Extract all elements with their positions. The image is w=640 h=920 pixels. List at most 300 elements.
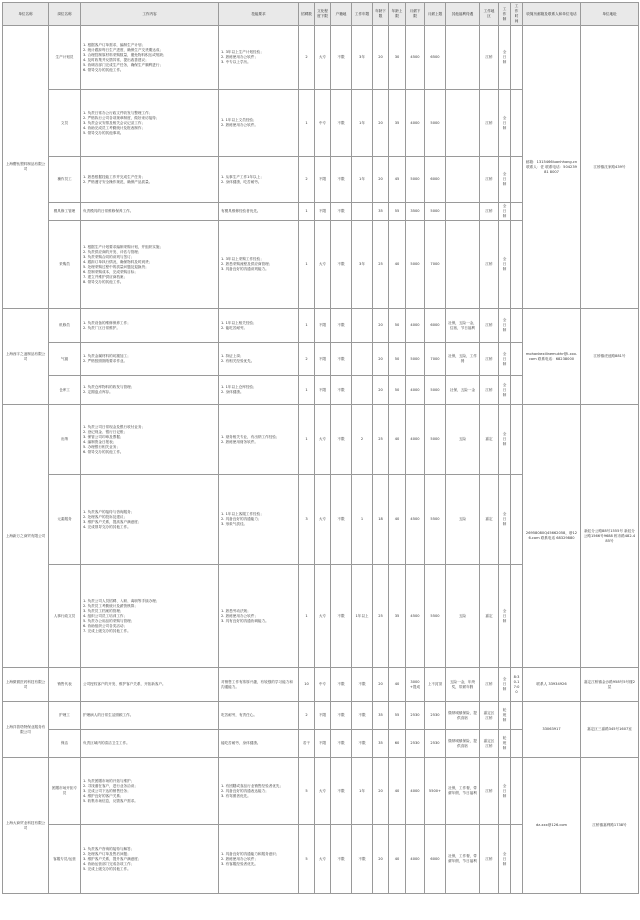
agemin-cell: 20 [373, 668, 389, 702]
table-row [3, 405, 639, 475]
skill-line: 1. 1年以上仓库经验； [221, 385, 257, 389]
contact-cell: 26958080Q45662058，@126.com 联系电话 68329880 [523, 405, 581, 668]
years-cell: 不限 [352, 668, 373, 702]
paymax-cell: 5000 [425, 203, 446, 221]
skill-line: 1. 持证上岗； [221, 354, 244, 358]
agemin-cell: 35 [373, 730, 389, 758]
time-cell [511, 702, 523, 730]
hukou-cell: 不限 [331, 376, 352, 405]
edu-cell: 大专 [315, 26, 331, 90]
paymin-cell: 4500 [406, 475, 425, 565]
header-cell: 技能要求 [219, 3, 299, 26]
agemin-cell: 20 [373, 157, 389, 203]
agemin-cell: 20 [373, 825, 389, 894]
count-cell: 1 [299, 309, 315, 343]
duty-line: 2. 负责厂区日常维护。 [83, 325, 120, 330]
duty-line: 护理病人的日常生活照顾工作。 [83, 713, 134, 717]
years-cell [352, 376, 373, 405]
paymin-cell: 2530 [406, 702, 425, 730]
agemax-cell: 40 [389, 758, 406, 825]
area-cell: 江桥 [480, 26, 499, 90]
duties-cell [81, 90, 219, 157]
benefits-cell: 社保，工作餐，带薪年假，节日福利 [446, 825, 480, 894]
skills-cell [219, 730, 299, 758]
time-cell [511, 825, 523, 894]
header-cell: 工作制 [499, 3, 511, 26]
system-cell: 全日制 [499, 825, 511, 894]
skill-line: 1. 1年以上文员经验； [221, 118, 257, 122]
area-cell: 江桥 [480, 203, 499, 221]
duty-line: 4. 跟踪订单执行情况，确保物料及时到货； [83, 259, 153, 264]
agemax-cell: 50 [389, 343, 406, 376]
hukou-cell: 不限 [331, 668, 352, 702]
benefits-cell: 社保，五险，工作餐 [446, 343, 480, 376]
time-cell [511, 221, 523, 309]
paymax-cell: 6000 [425, 309, 446, 343]
system-cell: 全日制 [499, 157, 511, 203]
company-name-cell: 上海西宇之凌制品有限公司 [3, 309, 49, 405]
skill-line: 2. 熟练使用财务软件。 [221, 439, 258, 444]
benefits-cell [446, 203, 480, 221]
duty-line: 2. 严格按照图纸要求作业。 [83, 359, 128, 363]
edu-cell: 中专 [315, 90, 331, 157]
time-cell [511, 376, 523, 405]
duties-cell [81, 203, 219, 221]
skill-line: 2. 熟练使用办公软件。 [221, 123, 258, 127]
paymin-cell: 5000 [406, 221, 425, 309]
agemax-cell: 50 [389, 376, 406, 405]
system-cell: 轮班制 [499, 702, 511, 730]
time-cell [511, 26, 523, 90]
time-cell [511, 758, 523, 825]
job-table-body [3, 26, 639, 894]
header-cell: 月薪上限 [425, 3, 446, 26]
edu-cell: 大专 [315, 565, 331, 668]
hukou-cell: 不限 [331, 565, 352, 668]
skill-line: 2. 身体健康，吃苦耐劳。 [221, 179, 262, 184]
paymax-cell: 6500 [425, 26, 446, 90]
paymax-cell: 5500 [425, 475, 446, 565]
hukou-cell: 不限 [331, 825, 352, 894]
hukou-cell: 不限 [331, 730, 352, 758]
time-cell [511, 730, 523, 758]
duties-cell [81, 758, 219, 825]
system-cell: 全日制 [499, 203, 511, 221]
area-cell: 江桥 [480, 668, 499, 702]
count-cell: 5 [299, 825, 315, 894]
skills-cell [219, 26, 299, 90]
skill-line: 3. 具备良好的沟通谈判能力。 [221, 267, 269, 271]
address-cell: 新虹分公路88号1555号 新虹分公路1566号9688 栋市路482-485号 [581, 405, 639, 668]
skills-cell [219, 309, 299, 343]
address-cell: 江桥镇沈家路439号 [581, 26, 639, 309]
skill-line: 1. 具备良好的沟通能力和服务意识； [221, 851, 280, 856]
post-name-cell: 仓库工 [49, 376, 81, 405]
paymax-cell: 5500 [425, 565, 446, 668]
skill-line: 对销售工作有浓厚兴趣，有较强的学习能力和沟通能力。 [221, 679, 293, 689]
paymax-cell: 2530 [425, 702, 446, 730]
edu-cell: 不限 [315, 157, 331, 203]
agemin-cell: 35 [373, 203, 389, 221]
duty-line: 5. 办理银行相关业务； [83, 444, 120, 449]
time-cell [511, 405, 523, 475]
duty-line: 7. 建立并维护供应商档案； [83, 274, 128, 279]
system-cell: 全日制 [499, 90, 511, 157]
paymin-cell: 3500 [406, 203, 425, 221]
system-cell: 全日制 [499, 405, 511, 475]
count-cell: 1 [299, 565, 315, 668]
paymin-cell: 5000 [406, 343, 425, 376]
skill-line: 1. 熟悉劳动法规； [221, 608, 251, 613]
table-row [3, 309, 639, 343]
agemax-cell: 35 [389, 90, 406, 157]
paymin-cell: 4000 [406, 309, 425, 343]
paymax-cell: 6000 [425, 157, 446, 203]
count-cell: 2 [299, 702, 315, 730]
system-cell: 全日制 [499, 376, 511, 405]
agemax-cell: 35 [389, 565, 406, 668]
address-cell: 嘉定区三嘉路345号1607室 [581, 702, 639, 758]
time-cell [511, 309, 523, 343]
time-cell [511, 157, 523, 203]
time-cell [511, 90, 523, 157]
skill-line: 1. 财务相关专业，有出纳工作经验； [221, 434, 280, 439]
company-name-cell: 上海新万之商贸有限公司 [3, 405, 49, 668]
paymin-cell: 4000 [406, 376, 425, 405]
time-cell [511, 475, 523, 565]
hukou-cell: 不限 [331, 26, 352, 90]
benefits-cell [446, 221, 480, 309]
edu-cell: 不限 [315, 309, 331, 343]
time-cell [511, 565, 523, 668]
header-cell: 月薪下限 [406, 3, 425, 26]
system-cell: 全日制 [499, 309, 511, 343]
years-cell [352, 343, 373, 376]
header-cell: 文化程度下限 [315, 3, 331, 26]
skills-cell [219, 825, 299, 894]
post-name-cell: 保洁 [49, 730, 81, 758]
count-cell: 2 [299, 157, 315, 203]
paymax-cell: 6000 [425, 825, 446, 894]
duty-line: 3. 完成公司下达的销售任务； [83, 788, 131, 793]
duty-line: 4. 组织公司员工培训工作； [83, 613, 128, 618]
edu-cell: 不限 [315, 376, 331, 405]
skill-line: 1. 从事生产工作1年以上； [221, 174, 264, 179]
post-name-cell: 机修员 [49, 309, 81, 343]
duties-cell [81, 668, 219, 702]
area-cell: 嘉定 [480, 565, 499, 668]
skill-line: 2. 熟练使用办公软件； [221, 856, 258, 861]
paymax-cell: 7000 [425, 221, 446, 309]
benefits-cell: 缴纳城镇保险，提供食宿 [446, 730, 480, 758]
hukou-cell: 不限 [331, 203, 352, 221]
hukou-cell: 不限 [331, 758, 352, 825]
years-cell: 3年 [352, 221, 373, 309]
duty-line: 6. 协助组织公司各类活动； [83, 623, 128, 628]
skills-cell [219, 343, 299, 376]
table-row [3, 702, 639, 730]
area-cell: 嘉定 [480, 405, 499, 475]
years-cell: 不限 [352, 825, 373, 894]
duties-cell [81, 309, 219, 343]
years-cell: 1年 [352, 758, 373, 825]
benefits-cell: 缴纳城镇保险，提供食宿 [446, 702, 480, 730]
agemax-cell: 40 [389, 405, 406, 475]
duty-line: 1. 熟悉根据技能工作并完成生产任务； [83, 174, 146, 179]
duty-line: 2. 登记现金、银行日记账； [83, 429, 128, 434]
system-cell: 全日制 [499, 475, 511, 565]
count-cell: 3 [299, 475, 315, 565]
edu-cell: 不限 [315, 702, 331, 730]
agemax-cell: 45 [389, 157, 406, 203]
contact-cell: mohankexilinemukhr@l-xxx.com 联系电话：68238000 [523, 309, 581, 405]
duty-line: 5. 负责办公用品的采购与管理； [83, 618, 135, 623]
count-cell: 1 [299, 376, 315, 405]
hukou-cell: 不限 [331, 405, 352, 475]
duty-line: 4. 协助运营部门完成各项工作； [83, 861, 135, 866]
agemax-cell: 40 [389, 221, 406, 309]
duty-line: 3. 维护客户关系，提高客户满意度； [83, 519, 142, 524]
count-cell: 2 [299, 343, 315, 376]
post-name-cell: 文员 [49, 90, 81, 157]
benefits-cell: 五险 [446, 475, 480, 565]
skill-line: 2. 能吃苦耐劳。 [221, 325, 248, 330]
hukou-cell: 不限 [331, 702, 352, 730]
company-name-cell: 上海樱钛塑料制品有限公司 [3, 26, 49, 309]
header-row [3, 3, 639, 26]
duty-line: 6. 领导交办的其他工作。 [83, 449, 124, 454]
paymax-cell: 5000 [425, 90, 446, 157]
duty-line: 5. 协调各部门完成生产任务，确保生产顺利进行； [83, 62, 164, 67]
post-name-cell: 销售代表 [49, 668, 81, 702]
agemax-cell: 40 [389, 475, 406, 565]
duty-line: 6. 控制采购成本，完成采购目标； [83, 269, 138, 274]
system-cell: 全日制 [499, 26, 511, 90]
skill-line: 1. 有团膳或食品行业销售经验者优先； [221, 783, 284, 788]
system-cell: 轮班制 [499, 730, 511, 758]
header-cell: 工作年限 [352, 3, 373, 26]
post-name-cell: 元素服务 [49, 475, 81, 565]
duties-cell [81, 376, 219, 405]
duty-line: 1. 负责团膳市场的开拓与维护； [83, 778, 135, 783]
edu-cell: 大专 [315, 475, 331, 565]
duty-line: 3. 负责员工档案的管理； [83, 608, 124, 613]
post-name-cell: 操作员工 [49, 157, 81, 203]
count-cell: 若干 [299, 730, 315, 758]
contact-cell: 邮箱：1315466luanhhong.cn 联系人：佐 联系电话：50423981 8007 [523, 26, 581, 309]
area-cell: 江桥 [480, 825, 499, 894]
count-cell: 5 [299, 758, 315, 825]
paymax-cell: 7000 [425, 343, 446, 376]
header-cell: 招聘数 [299, 3, 315, 26]
benefits-cell: 五险一金，年终奖，带薪年假 [446, 668, 480, 702]
area-cell: 江桥 [480, 157, 499, 203]
benefits-cell: 社保，工作餐，带薪年假，节日福利 [446, 758, 480, 825]
duty-line: 5. 处理采购过程中的质量问题及退换货； [83, 264, 149, 269]
header-cell: 户籍地 [331, 3, 352, 26]
area-cell: 嘉定区江桥 [480, 730, 499, 758]
duty-line: 4. 完成领导交办的其他工作。 [83, 524, 131, 529]
years-cell: 1年以上 [352, 565, 373, 668]
duty-line: 负责模具的日常维修保养工作。 [83, 209, 134, 213]
header-cell: 单位地址 [581, 3, 639, 26]
duty-line: 2. 处理客户订单及售后问题； [83, 851, 131, 856]
duty-line: 2. 负责员工考勤统计及薪资核算； [83, 603, 138, 608]
paymax-cell: 5000 [425, 376, 446, 405]
duty-line: 2. 严格执行公司各项规章制度，做好来访接待； [83, 115, 160, 120]
duty-line: 1. 负责公司人员招聘、入职、离职等手续办理； [83, 598, 160, 603]
contact-cell: 联系人 33934926 [523, 668, 581, 702]
system-cell: 全日制 [499, 343, 511, 376]
paymin-cell: 3000+提成 [406, 668, 425, 702]
duty-line: 1. 根据客户订单需求，编制生产计划； [83, 42, 146, 47]
agemin-cell: 25 [373, 565, 389, 668]
paymin-cell: 4000 [406, 825, 425, 894]
benefits-cell [446, 90, 480, 157]
skill-line: 3. 形象气质佳。 [221, 522, 248, 526]
post-name-cell: 护理工 [49, 702, 81, 730]
agemax-cell: 55 [389, 702, 406, 730]
skills-cell [219, 475, 299, 565]
duty-line: 2. 寻找潜在客户，进行业务洽谈； [83, 783, 138, 788]
duty-line: 1. 负责客户的接待与咨询服务； [83, 509, 135, 514]
duty-line: 1. 根据生产计划要求编制采购计划，并组织实施； [83, 244, 164, 249]
count-cell: 1 [299, 90, 315, 157]
skills-cell [219, 405, 299, 475]
skill-line: 2. 身体健康。 [221, 390, 244, 394]
agemin-cell: 20 [373, 309, 389, 343]
skill-line: 2. 有相关经验优先。 [221, 359, 255, 363]
agemin-cell: 20 [373, 26, 389, 90]
agemin-cell: 20 [373, 376, 389, 405]
company-name-cell: 上海大商贸业科技有限公司 [3, 758, 49, 894]
duty-line: 3. 合理控制原材料采购数量，避免物料积压或短缺； [83, 52, 167, 57]
duties-cell [81, 702, 219, 730]
duty-line: 3. 负责采购合同的谈判与签订； [83, 254, 135, 259]
edu-cell: 中专 [315, 668, 331, 702]
edu-cell: 大专 [315, 758, 331, 825]
post-name-cell: 采购员 [49, 221, 81, 309]
skill-line: 2. 熟练使用办公软件； [221, 55, 258, 59]
contact-cell: 33063917 [523, 702, 581, 758]
header-cell: 工作时间 [511, 3, 523, 26]
duty-line: 6. 领导交办的其他工作。 [83, 67, 124, 72]
post-name-cell: 团膳市场开拓专员 [49, 758, 81, 825]
duty-line: 2. 统计跟踪每日生产进度，确保生产交货期达成； [83, 47, 164, 52]
table-row [3, 668, 639, 702]
paymin-cell: 4500 [406, 565, 425, 668]
area-cell: 江桥 [480, 309, 499, 343]
hukou-cell: 不限 [331, 343, 352, 376]
agemin-cell: 20 [373, 758, 389, 825]
post-name-cell: 气割 [49, 343, 81, 376]
address-cell: 嘉定江桥镇金沙路958号5号楼2层 [581, 668, 639, 702]
duties-cell [81, 730, 219, 758]
skills-cell [219, 157, 299, 203]
duty-line: 2. 负责供应商的开发、评估与管理； [83, 249, 142, 254]
years-cell: 1 [352, 475, 373, 565]
duty-line: 1. 负责日常办公行政文件收发与整理工作； [83, 110, 153, 115]
duty-line: 7. 完成上级交办的其他工作。 [83, 628, 131, 633]
agemax-cell: 60 [389, 730, 406, 758]
duty-line: 2. 处理客户的投诉及建议； [83, 514, 128, 519]
area-cell: 江桥 [480, 376, 499, 405]
skill-line: 1. 3年以上生产计划经验； [221, 50, 264, 54]
system-cell: 全日制 [499, 758, 511, 825]
area-cell: 江桥 [480, 758, 499, 825]
agemin-cell: 25 [373, 405, 389, 475]
time-cell [511, 343, 523, 376]
skill-line: 2. 具备良好的沟通表达能力； [221, 788, 269, 793]
paymin-cell: 4000 [406, 90, 425, 157]
paymin-cell: 4500 [406, 26, 425, 90]
area-cell: 江桥 [480, 343, 499, 376]
skill-line: 2. 熟悉采购流程及供应商管理； [221, 262, 273, 266]
header-cell: 工作地区 [480, 3, 499, 26]
duties-cell [81, 343, 219, 376]
agemin-cell: 18 [373, 475, 389, 565]
edu-cell: 不限 [315, 203, 331, 221]
skill-line: 3. 中专以上学历。 [221, 60, 251, 64]
paymin-cell: 2530 [406, 730, 425, 758]
system-cell: 全日制 [499, 668, 511, 702]
count-cell: 1 [299, 405, 315, 475]
paymax-cell: 5500+ [425, 758, 446, 825]
skill-line: 吃苦耐劳，有责任心。 [221, 713, 257, 717]
edu-cell: 大专 [315, 825, 331, 894]
edu-cell: 不限 [315, 343, 331, 376]
duty-line: 1. 负责客户咨询的接待与解答； [83, 846, 135, 851]
duty-line: 负责区域内的清洁卫生工作。 [83, 741, 130, 745]
count-cell: 1 [299, 203, 315, 221]
paymin-cell: 5000 [406, 157, 425, 203]
header-cell: 单位名称 [3, 3, 49, 26]
years-cell: 3年 [352, 26, 373, 90]
duties-cell [81, 26, 219, 90]
post-name-cell: 模具修工管理 [49, 203, 81, 221]
skills-cell [219, 90, 299, 157]
benefits-cell: 五险 [446, 565, 480, 668]
area-cell: 江桥 [480, 221, 499, 309]
years-cell: 不限 [352, 702, 373, 730]
skill-line: 3. 有驾照者优先。 [221, 793, 251, 798]
paymax-cell: 2530 [425, 730, 446, 758]
skill-line: 3. 具有良好的沟通协调能力。 [221, 618, 269, 623]
agemin-cell: 35 [373, 702, 389, 730]
duty-line: 4. 编制资金日报表； [83, 439, 117, 444]
area-cell: 嘉定 [480, 475, 499, 565]
header-cell: 收简历邮箱及联系人和单位电话 [523, 3, 581, 26]
time-cell: 8:30-17:00 [511, 668, 523, 702]
skill-line: 1. 3年以上采购工作经验； [221, 257, 264, 261]
contact-cell: dz-xxx@126.com [523, 758, 581, 894]
years-cell: 2 [352, 405, 373, 475]
skill-line: 2. 熟练使用办公软件； [221, 613, 258, 618]
agemin-cell: 20 [373, 343, 389, 376]
paymax-cell: 5000 [425, 405, 446, 475]
paymax-cell: 上不封顶 [425, 668, 446, 702]
header-cell: 工作内容 [81, 3, 219, 26]
table-row [3, 26, 639, 90]
duty-line: 4. 维护良好的客户关系； [83, 793, 124, 798]
post-name-cell: 出纳 [49, 405, 81, 475]
skill-line: 2. 具备良好的沟通能力； [221, 517, 262, 521]
duty-line: 5. 收集市场信息，反馈客户需求。 [83, 798, 138, 803]
duties-cell [81, 157, 219, 203]
skills-cell [219, 376, 299, 405]
agemax-cell: 40 [389, 825, 406, 894]
system-cell: 全日制 [499, 565, 511, 668]
